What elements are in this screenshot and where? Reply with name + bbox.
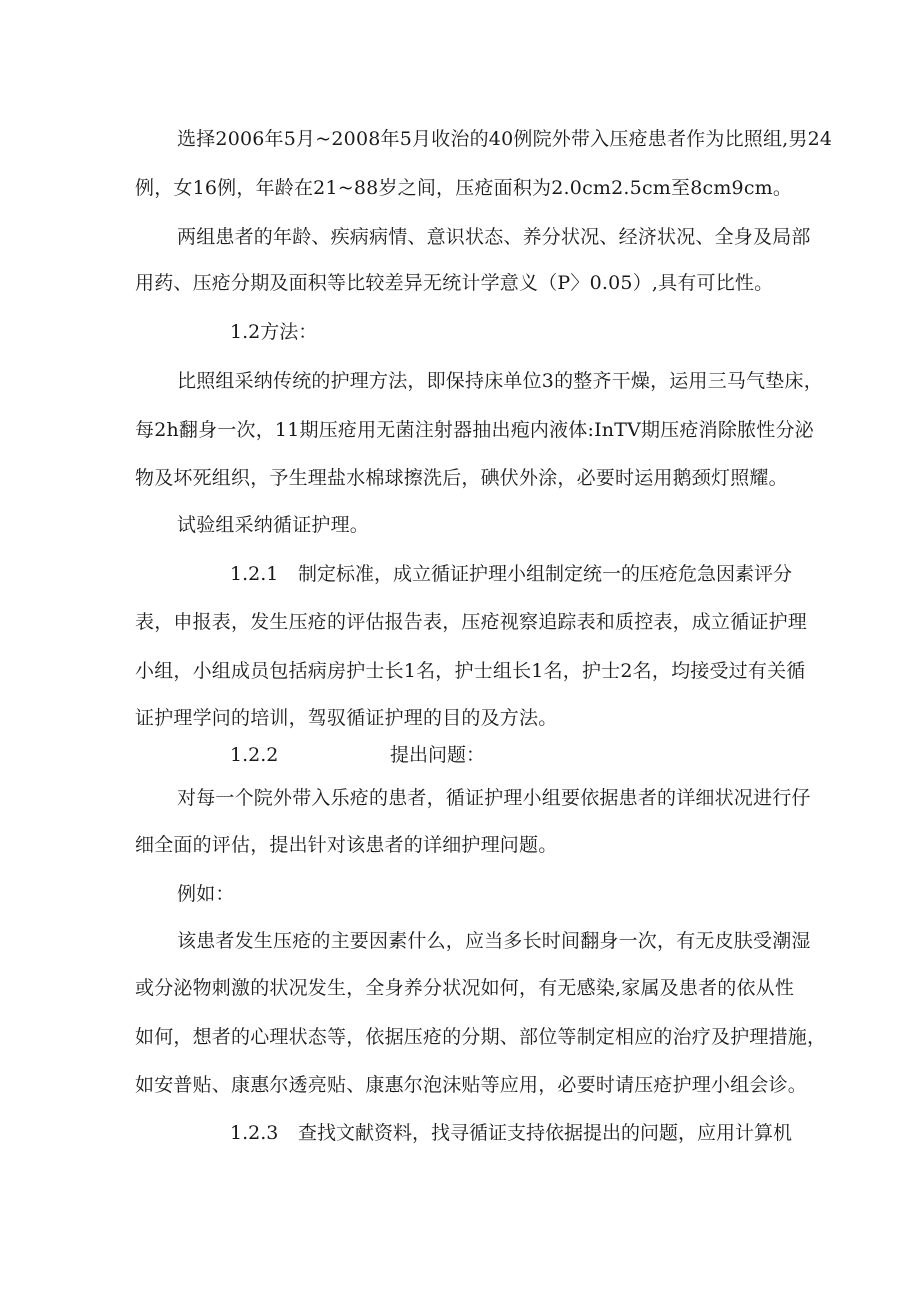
paragraph-3-line-1: 比照组采纳传统的护理方法，即保持床单位3的整齐干燥，运用三马气垫床， xyxy=(177,370,823,392)
paragraph-4: 试验组采纳循证护理。 xyxy=(177,514,370,536)
paragraph-3-line-2: 每2h翻身一次，11期压疮用无菌注射器抽出疱内液体:InTV期压疮消除脓性分泌 xyxy=(135,419,814,441)
section-number-1-2-1: 1.2.1 xyxy=(230,563,279,585)
paragraph-5-line-2: 细全面的评估，提出针对该患者的详细护理问题。 xyxy=(135,834,558,856)
section-1-2-1-line-4: 证护理学问的培训，驾驭循证护理的目的及方法。 xyxy=(135,707,558,729)
section-1-2-1-line-1: 制定标准，成立循证护理小组制定统一的压疮危急因素评分 xyxy=(298,563,793,585)
section-1-2-3-line-1: 查找文献资料，找寻循证支持依据提出的问题，应用计算机 xyxy=(298,1122,793,1144)
paragraph-7-line-1: 该患者发生压疮的主要因素什么，应当多长时间翻身一次，有无皮肤受潮湿 xyxy=(177,930,811,952)
section-number-1-2-3: 1.2.3 xyxy=(230,1122,279,1144)
paragraph-2-line-1: 两组患者的年龄、疾病病情、意识状态、养分状况、经济状况、全身及局部 xyxy=(177,226,811,248)
section-1-2-1-line-2: 表，申报表，发生压疮的评估报告表，压疮视察追踪表和质控表，成立循证护理 xyxy=(135,611,808,633)
paragraph-1-line-2: 例，女16例，年龄在21~88岁之间，压疮面积为2.0cm2.5cm至8cm9cm。 xyxy=(135,177,793,199)
paragraph-3-line-3: 物及坏死组织，予生理盐水棉球擦洗后，碘伏外涂，必要时运用鹅颈灯照耀。 xyxy=(135,467,788,489)
section-1-2-1-line-3: 小组，小组成员包括病房护士长1名，护士组长1名，护士2名，均接受过有关循 xyxy=(135,660,806,682)
paragraph-6: 例如： xyxy=(177,883,235,905)
paragraph-7-line-3: 如何，想者的心理状态等，依据压疮的分期、部位等制定相应的治疗及护理措施， xyxy=(135,1026,827,1048)
paragraph-2-line-2: 用药、压疮分期及面积等比较差异无统计学意义（P〉0.05）,具有可比性。 xyxy=(135,272,774,294)
paragraph-1-line-1: 选择2006年5月~2008年5月收治的40例院外带入压疮患者作为比照组,男24 xyxy=(177,128,833,150)
section-number-1-2-2: 1.2.2 xyxy=(230,744,279,766)
paragraph-7-line-2: 或分泌物刺激的状况发生，全身养分状况如何，有无感染,家属及患者的依从性 xyxy=(135,977,795,999)
paragraph-7-line-4: 如安普贴、康惠尔透亮贴、康惠尔泡沫贴等应用，必要时请压疮护理小组会诊。 xyxy=(135,1074,808,1096)
section-heading-1-2: 1.2方法： xyxy=(230,321,318,343)
section-1-2-2-title: 提出问题： xyxy=(390,744,486,766)
paragraph-5-line-1: 对每一个院外带入乐疮的患者，循证护理小组要依据患者的详细状况进行仔 xyxy=(177,787,811,809)
